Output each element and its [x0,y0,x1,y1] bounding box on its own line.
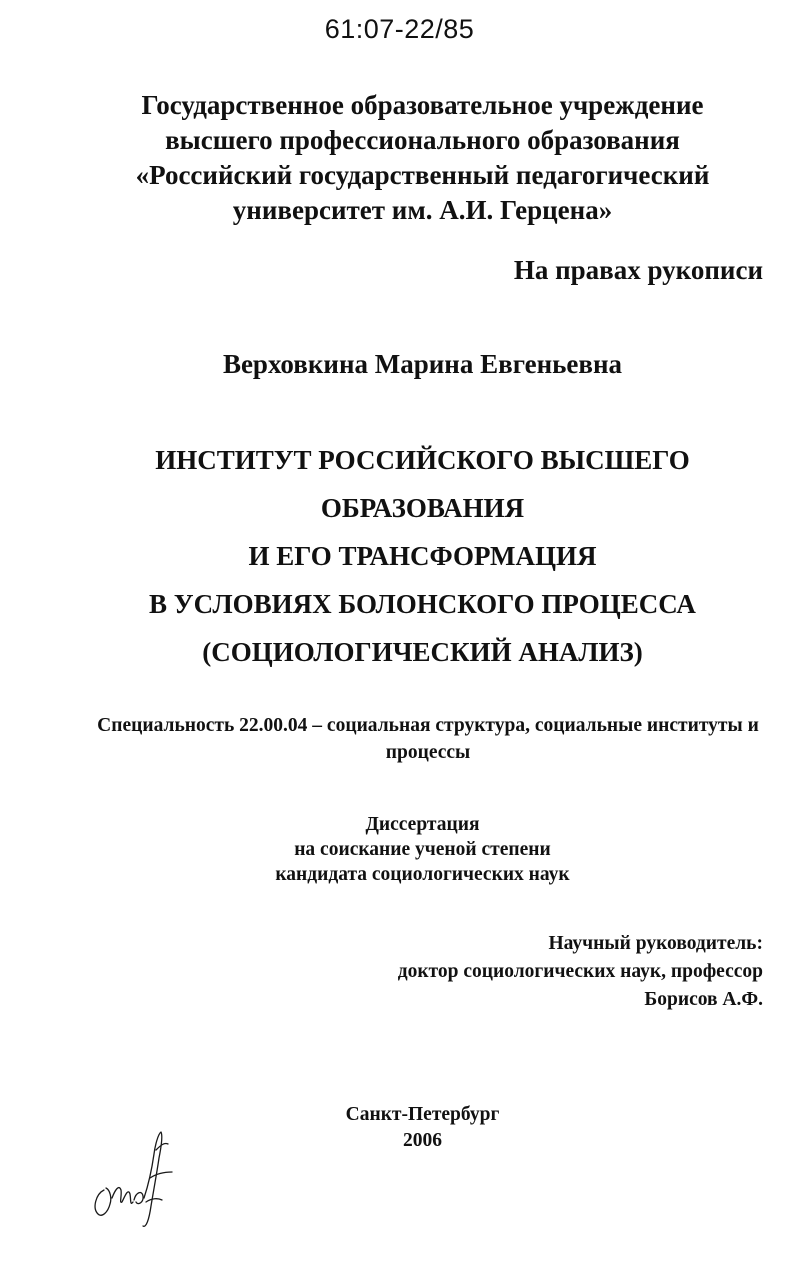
title-line: ОБРАЗОВАНИЯ [320,493,525,523]
specialty-code: Специальность 22.00.04 – социальная структура, социальные институты и процессы [97,715,759,763]
degree-line: на соискание ученой степени [294,839,551,860]
institution-header [0,88,799,228]
degree-line: Диссертация [365,814,480,835]
year: 2006 [403,1130,442,1151]
title-line: ИНСТИТУТ РОССИЙСКОГО ВЫСШЕГО [155,445,690,475]
institution-line: Государственное образовательное учреждение [141,90,704,120]
author-name: Верховкина Марина Евгеньевна [222,349,623,379]
title-line: (СОЦИОЛОГИЧЕСКИЙ АНАЛИЗ) [202,637,643,667]
dissertation-title [0,436,799,676]
supervisor-line: доктор социологических наук, профессор [397,961,763,982]
supervisor-line: Научный руководитель: [548,933,763,954]
institution-line: «Российский государственный педагогический [135,160,710,190]
supervisor-line: Борисов А.Ф. [644,989,763,1010]
archive-stamp-number: 61:07-22/85 [324,14,475,44]
title-line: В УСЛОВИЯХ БОЛОНСКОГО ПРОЦЕССА [149,589,696,619]
city-name: Санкт-Петербург [345,1104,500,1125]
institution-line: высшего профессионального образования [165,125,680,155]
supervisor-block [398,930,763,1014]
manuscript-rights-note: На правах рукописи [513,255,763,285]
handwritten-signature-icon [88,1128,188,1233]
title-line: И ЕГО ТРАНСФОРМАЦИЯ [248,541,597,571]
institution-line: университет им. А.И. Герцена» [232,195,613,225]
degree-statement [0,812,799,887]
degree-line: кандидата социологических наук [275,864,570,885]
